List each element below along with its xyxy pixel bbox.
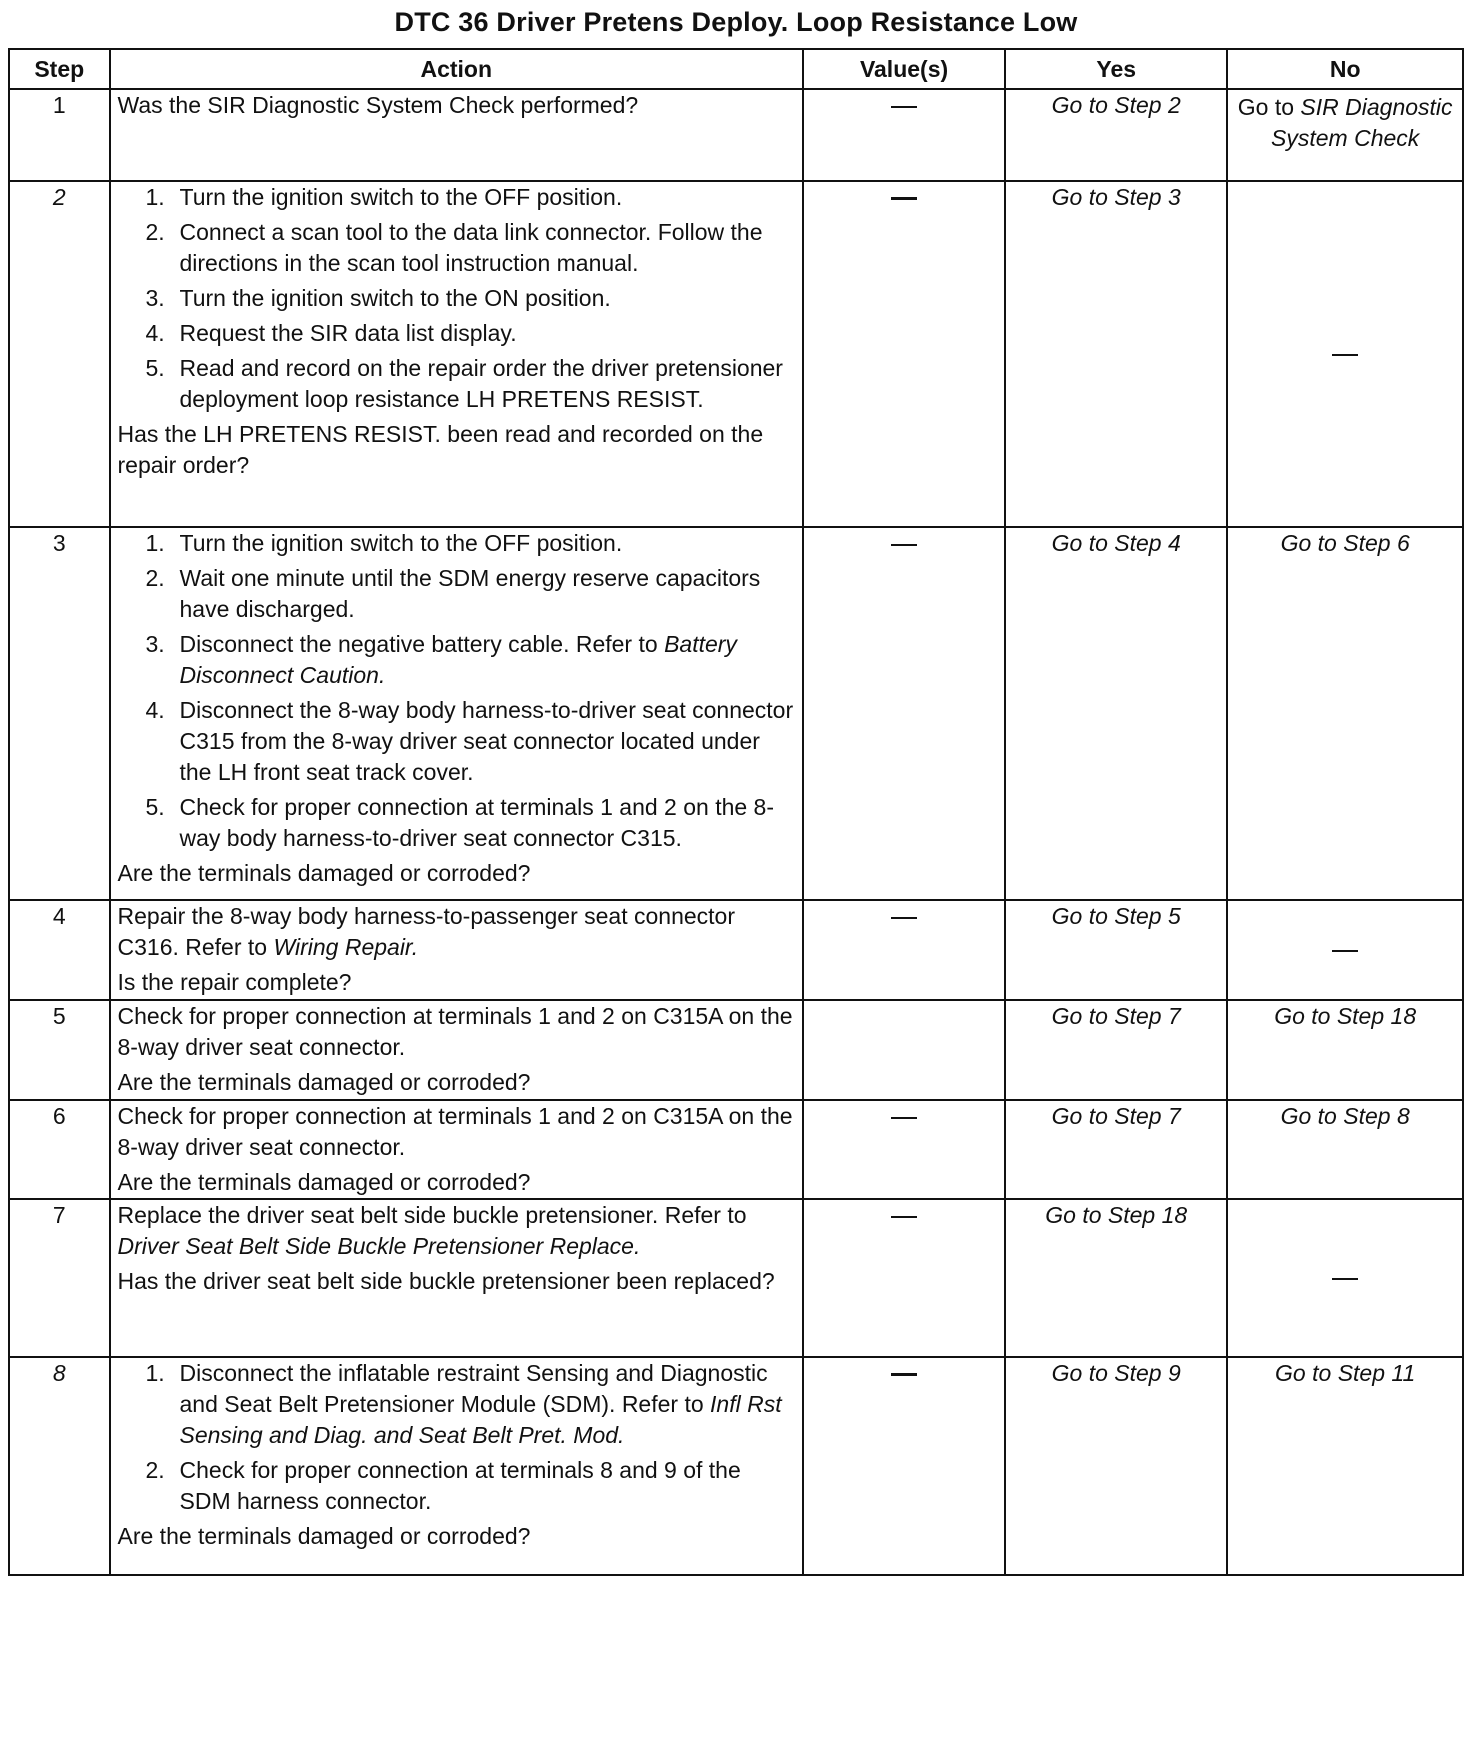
- table-row-step-8: [9, 1357, 1463, 1575]
- action-question: Has the driver seat belt side buckle pretensioner been replaced?: [117, 1268, 775, 1294]
- step-number: 5: [9, 1000, 110, 1100]
- dash-mark: [891, 197, 917, 200]
- header-action: Action: [110, 49, 803, 89]
- dash-mark: [891, 917, 917, 919]
- list-item: 2. Check for proper connection at terminals 8 and 9 of the SDM harness connector.: [145, 1457, 741, 1514]
- dash-mark: [891, 544, 917, 546]
- action-text: Repair the 8-way body harness-to-passenger seat connector C316. Refer to Wiring Repair.: [117, 903, 736, 960]
- reference-link: Battery Disconnect Caution.: [179, 631, 737, 688]
- no-cell: Go to Step 6: [1227, 527, 1463, 900]
- no-cell: [1227, 89, 1463, 181]
- reference-link: Wiring Repair.: [273, 934, 419, 960]
- reference-link: Driver Seat Belt Side Buckle Pretensioner Replace.: [117, 1233, 641, 1259]
- no-cell: [1227, 900, 1463, 1000]
- list-item: 2. Connect a scan tool to the data link connector. Follow the directions in the scan tool instruction manual.: [145, 219, 763, 276]
- action-cell: [110, 1100, 803, 1199]
- yes-cell: Go to Step 7: [1005, 1000, 1227, 1100]
- value-cell: [803, 181, 1005, 527]
- table-row-step-2: [9, 181, 1463, 527]
- action-text: Check for proper connection at terminals 1 and 2 on C315A on the 8-way driver seat connector.: [117, 1003, 793, 1060]
- header-values: Value(s): [803, 49, 1005, 89]
- action-question: Is the repair complete?: [117, 969, 352, 995]
- value-cell: [803, 1100, 1005, 1199]
- no-cell: Go to Step 11: [1227, 1357, 1463, 1575]
- action-question: Are the terminals damaged or corroded?: [117, 860, 531, 886]
- list-item: 1. Turn the ignition switch to the OFF position.: [145, 530, 623, 556]
- diagnostic-table: [8, 48, 1464, 1576]
- header-yes: Yes: [1005, 49, 1227, 89]
- action-question: Are the terminals damaged or corroded?: [117, 1069, 531, 1095]
- no-link: SIR Diagnostic System Check: [1271, 94, 1453, 151]
- dash-mark: [891, 106, 917, 108]
- action-cell: [110, 527, 803, 900]
- step-number: 6: [9, 1100, 110, 1199]
- action-question: Are the terminals damaged or corroded?: [117, 1169, 531, 1195]
- value-cell: [803, 1000, 1005, 1100]
- list-item: 5. Read and record on the repair order the driver pretensioner deployment loop resistance LH PRETENS RESIST.: [145, 355, 783, 412]
- header-no: No: [1227, 49, 1463, 89]
- table-row-step-7: [9, 1199, 1463, 1357]
- value-cell: [803, 1199, 1005, 1357]
- value-cell: [803, 900, 1005, 1000]
- yes-cell: Go to Step 2: [1005, 89, 1227, 181]
- table-header-row: [9, 49, 1463, 89]
- no-cell: Go to Step 8: [1227, 1100, 1463, 1199]
- action-cell: [110, 900, 803, 1000]
- step-number: 3: [9, 527, 110, 900]
- dash-mark: [891, 1216, 917, 1218]
- action-text: Replace the driver seat belt side buckle pretensioner. Refer to Driver Seat Belt Side Buckle Pretensioner Replace.: [117, 1202, 747, 1259]
- table-row-step-3: [9, 527, 1463, 900]
- no-cell: [1227, 1199, 1463, 1357]
- value-cell: [803, 1357, 1005, 1575]
- yes-cell: Go to Step 7: [1005, 1100, 1227, 1199]
- action-question: Are the terminals damaged or corroded?: [117, 1523, 531, 1549]
- reference-link: Infl Rst Sensing and Diag. and Seat Belt Pret. Mod.: [179, 1391, 782, 1448]
- list-item: 1. Disconnect the inflatable restraint Sensing and Diagnostic and Seat Belt Pretensioner Module (SDM). Refer to Infl Rst Sensing and Diag. and Seat Belt Pret. Mod.: [145, 1360, 782, 1448]
- action-question: Has the LH PRETENS RESIST. been read and recorded on the repair order?: [117, 421, 764, 478]
- no-cell: Go to Step 18: [1227, 1000, 1463, 1100]
- list-item: 2. Wait one minute until the SDM energy reserve capacitors have discharged.: [145, 565, 761, 622]
- step-number: 1: [9, 89, 110, 181]
- dash-mark: [891, 1117, 917, 1119]
- table-row-step-1: [9, 89, 1463, 181]
- no-cell: [1227, 181, 1463, 527]
- action-list: [118, 1358, 795, 1517]
- table-row-step-4: [9, 900, 1463, 1000]
- action-text: Check for proper connection at terminals 1 and 2 on C315A on the 8-way driver seat connector.: [117, 1103, 793, 1160]
- document-title: DTC 36 Driver Pretens Deploy. Loop Resistance Low: [394, 7, 1078, 37]
- dash-mark: [1332, 1278, 1358, 1280]
- table-row-step-6: [9, 1100, 1463, 1199]
- value-cell: [803, 89, 1005, 181]
- list-item: 4. Request the SIR data list display.: [145, 320, 517, 346]
- no-prefix: Go to: [1237, 94, 1295, 120]
- step-number: 8: [9, 1357, 110, 1575]
- list-item: 5. Check for proper connection at terminals 1 and 2 on the 8-way body harness-to-driver seat connector C315.: [145, 794, 775, 851]
- yes-cell: Go to Step 4: [1005, 527, 1227, 900]
- action-list: [118, 528, 795, 854]
- dash-mark: [1332, 354, 1358, 356]
- action-cell: [110, 1357, 803, 1575]
- step-number: 7: [9, 1199, 110, 1357]
- yes-cell: Go to Step 3: [1005, 181, 1227, 527]
- list-item: 3. Turn the ignition switch to the ON position.: [145, 285, 611, 311]
- yes-cell: Go to Step 5: [1005, 900, 1227, 1000]
- step-number: 2: [9, 181, 110, 527]
- action-cell: [110, 89, 803, 181]
- action-cell: [110, 1199, 803, 1357]
- list-item: 4. Disconnect the 8-way body harness-to-driver seat connector C315 from the 8-way driver seat connector located under the LH front seat track cover.: [145, 697, 794, 785]
- yes-cell: Go to Step 18: [1005, 1199, 1227, 1357]
- step-number: 4: [9, 900, 110, 1000]
- dash-mark: [891, 1373, 917, 1376]
- header-step: Step: [9, 49, 110, 89]
- yes-cell: Go to Step 9: [1005, 1357, 1227, 1575]
- table-row-step-5: [9, 1000, 1463, 1100]
- dash-mark: [1332, 950, 1358, 952]
- value-cell: [803, 527, 1005, 900]
- list-item: 1. Turn the ignition switch to the OFF position.: [145, 184, 623, 210]
- action-cell: [110, 1000, 803, 1100]
- list-item: 3. Disconnect the negative battery cable. Refer to Battery Disconnect Caution.: [145, 631, 737, 688]
- action-cell: [110, 181, 803, 527]
- action-list: [118, 182, 795, 415]
- action-question: Was the SIR Diagnostic System Check performed?: [117, 92, 639, 118]
